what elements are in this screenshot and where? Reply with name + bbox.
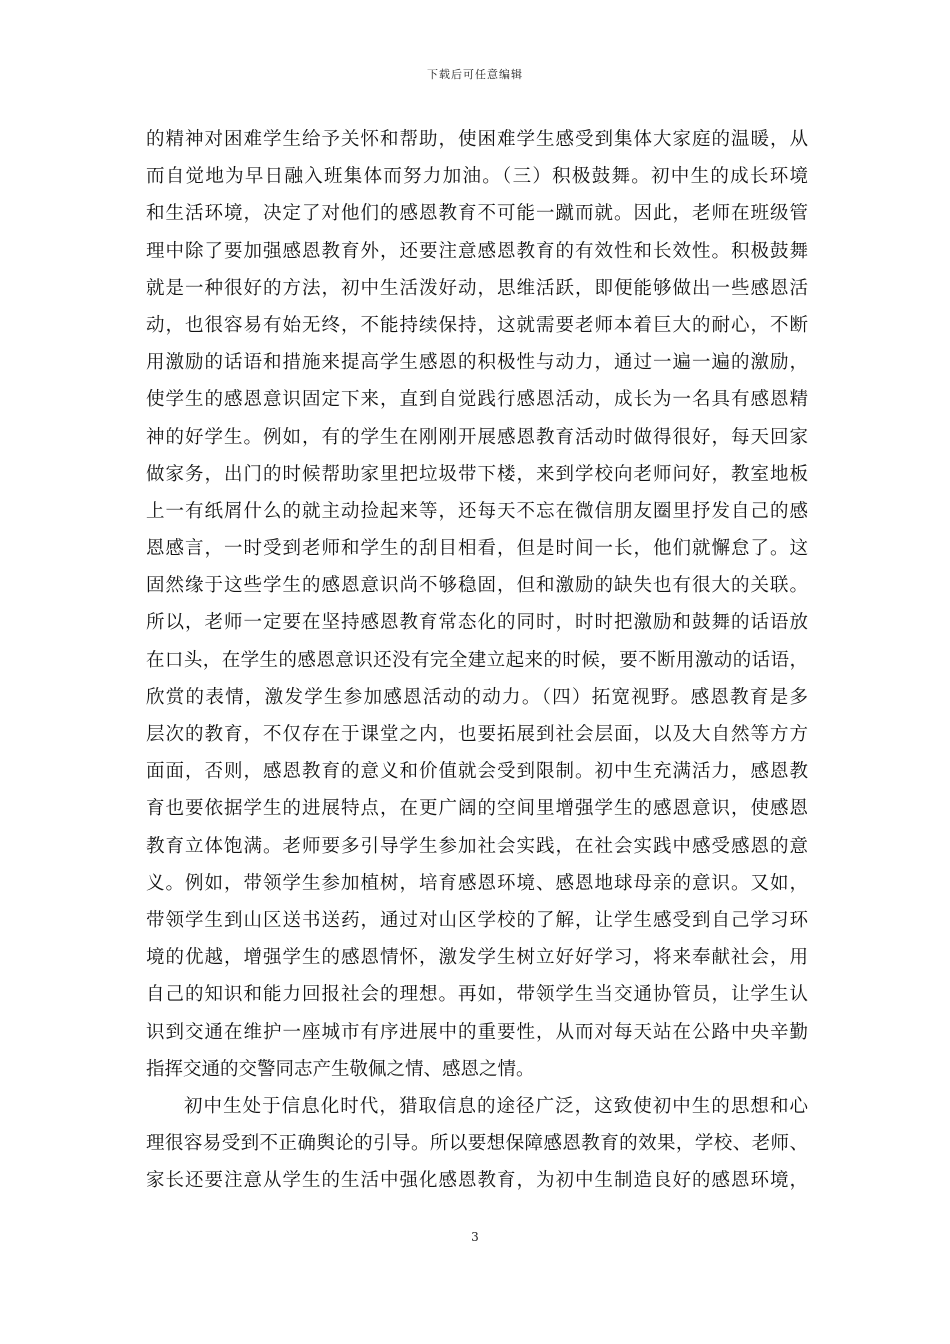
text-line: 层次的教育，不仅存在于课堂之内，也要拓展到社会层面，以及大自然等方方 — [146, 724, 808, 745]
text-line: 教育立体饱满。老师要多引导学生参加社会实践，在社会实践中感受感恩的意 — [146, 835, 808, 857]
text-line: 固然缘于这些学生的感恩意识尚不够稳固，但和激励的缺失也有很大的关联。 — [146, 575, 808, 597]
text-line: 使学生的感恩意识固定下来，直到自觉践行感恩活动，成长为一名具有感恩精 — [146, 389, 808, 411]
text-line: 自己的知识和能力回报社会的理想。再如，带领学生当交通协管员，让学生认 — [146, 984, 808, 1006]
text-line: 欣赏的表情，激发学生参加感恩活动的动力。（四）拓宽视野。感恩教育是多 — [146, 686, 808, 708]
text-line: 用激励的话语和措施来提高学生感恩的积极性与动力，通过一遍一遍的激励， — [146, 352, 808, 374]
text-line: 做家务，出门的时候帮助家里把垃圾带下楼，来到学校向老师问好，教室地板 — [146, 463, 808, 485]
text-line: 境的优越，增强学生的感恩情怀，激发学生树立好好学习，将来奉献社会，用 — [146, 947, 808, 969]
paragraph-1 — [146, 121, 808, 1088]
text-line: 义。例如，带领学生参加植树，培育感恩环境、感恩地球母亲的意识。又如， — [146, 872, 808, 894]
text-line: 和生活环境，决定了对他们的感恩教育不可能一蹴而就。因此，老师在班级管 — [146, 203, 808, 225]
text-line: 的精神对困难学生给予关怀和帮助，使困难学生感受到集体大家庭的温暖，从 — [146, 129, 808, 150]
text-line: 识到交通在维护一座城市有序进展中的重要性，从而对每天站在公路中央辛勤 — [146, 1021, 808, 1043]
paragraph-2 — [146, 1088, 808, 1200]
page-header: 下载后可任意编辑 — [427, 68, 523, 81]
text-line: 所以，老师一定要在坚持感恩教育常态化的同时，时时把激励和鼓舞的话语放 — [146, 612, 808, 634]
text-line: 而自觉地为早日融入班集体而努力加油。（三）积极鼓舞。初中生的成长环境 — [146, 166, 808, 188]
text-line: 就是一种很好的方法，初中生活泼好动，思维活跃，即便能够做出一些感恩活 — [146, 277, 808, 299]
text-line: 带领学生到山区送书送药，通过对山区学校的了解，让学生感受到自己学习环 — [146, 909, 808, 931]
text-line: 指挥交通的交警同志产生敬佩之情、感恩之情。 — [146, 1058, 535, 1080]
text-line: 理中除了要加强感恩教育外，还要注意感恩教育的有效性和长效性。积极鼓舞 — [146, 240, 808, 262]
body-text — [146, 121, 808, 1199]
text-line: 家长还要注意从学生的生活中强化感恩教育，为初中生制造良好的感恩环境， — [146, 1170, 808, 1192]
text-line: 动，也很容易有始无终，不能持续保持，这就需要老师本着巨大的耐心，不断 — [146, 314, 808, 336]
text-line: 上一有纸屑什么的就主动捡起来等，还每天不忘在微信朋友圈里抒发自己的感 — [146, 500, 808, 522]
text-line: 理很容易受到不正确舆论的引导。所以要想保障感恩教育的效果，学校、老师、 — [146, 1133, 808, 1155]
text-line: 在口头，在学生的感恩意识还没有完全建立起来的时候，要不断用激动的话语， — [146, 649, 808, 671]
text-line: 面面，否则，感恩教育的意义和价值就会受到限制。初中生充满活力，感恩教 — [146, 761, 808, 783]
text-line: 育也要依据学生的进展特点，在更广阔的空间里增强学生的感恩意识，使感恩 — [146, 798, 808, 820]
text-line: 初中生处于信息化时代，猎取信息的途径广泛，这致使初中生的思想和心 — [184, 1095, 808, 1117]
text-line: 恩感言，一时受到老师和学生的刮目相看，但是时间一长，他们就懈怠了。这 — [146, 538, 808, 560]
page-number: 3 — [471, 1230, 479, 1244]
text-line: 神的好学生。例如，有的学生在刚刚开展感恩教育活动时做得很好，每天回家 — [146, 426, 808, 448]
